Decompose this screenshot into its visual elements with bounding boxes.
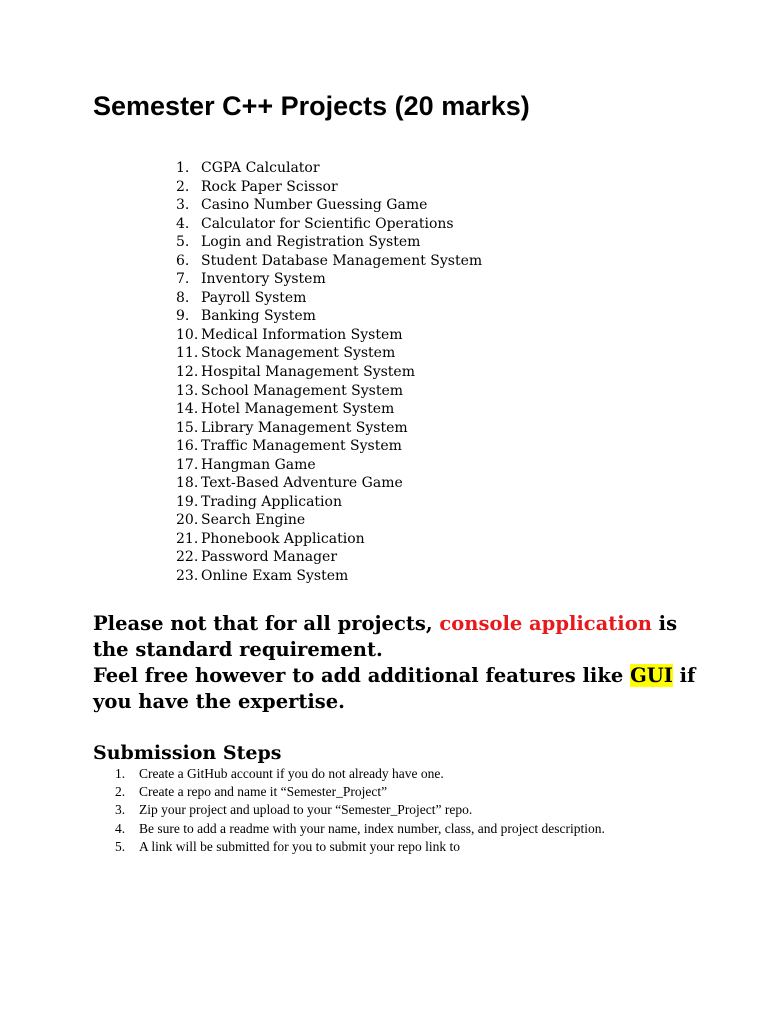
note-line-3 [93, 663, 733, 689]
project-name: Traffic Management System [201, 438, 402, 455]
project-number: 19. [176, 493, 199, 510]
note-line-3-end: if [672, 664, 696, 687]
project-name: Casino Number Guessing Game [201, 197, 428, 214]
step-number: 4. [115, 820, 126, 836]
project-name: Phonebook Application [201, 530, 365, 547]
project-name: Stock Management System [201, 345, 396, 362]
project-list-item [176, 474, 482, 493]
console-application-highlight: console application [439, 612, 652, 635]
project-name: Password Manager [201, 549, 338, 566]
project-name: Search Engine [201, 512, 306, 529]
project-list-item [176, 252, 482, 271]
page-title: Semester C++ Projects (20 marks) [93, 91, 530, 121]
step-number: 3. [115, 802, 126, 818]
step-text: Create a GitHub account if you do not already have one. [139, 766, 444, 781]
project-list-item [176, 567, 482, 586]
project-number: 13. [176, 382, 199, 399]
project-list [176, 159, 482, 586]
project-list-item [176, 437, 482, 456]
note-line-2: the standard requirement. [93, 638, 383, 661]
project-list-item [176, 548, 482, 567]
project-list-item [176, 456, 482, 475]
project-number: 9. [176, 308, 190, 325]
project-number: 18. [176, 475, 199, 492]
project-list-item [176, 382, 482, 401]
project-name: Inventory System [201, 271, 326, 288]
note-line-4: you have the expertise. [93, 690, 345, 713]
submission-step [115, 765, 605, 783]
project-number: 3. [176, 197, 190, 214]
project-number: 8. [176, 289, 190, 306]
step-text: Create a repo and name it “Semester_Project” [139, 784, 388, 800]
project-name: Student Database Management System [201, 252, 483, 269]
project-list-item [176, 363, 482, 382]
project-number: 21. [176, 530, 199, 547]
project-list-item [176, 307, 482, 326]
submission-step [115, 820, 605, 838]
project-name: Hospital Management System [201, 364, 415, 381]
note-line-1-end: is [651, 612, 678, 635]
project-name: Payroll System [201, 289, 307, 306]
submission-step [115, 801, 605, 819]
project-number: 12. [176, 364, 199, 381]
project-number: 22. [176, 549, 199, 566]
project-number: 1. [176, 160, 190, 176]
project-number: 14. [176, 401, 199, 418]
project-name: Online Exam System [201, 568, 349, 585]
submission-steps-list [115, 765, 605, 856]
project-name: Medical Information System [201, 326, 403, 343]
project-name: Banking System [201, 308, 316, 325]
project-number: 5. [176, 234, 190, 251]
project-name: Login and Registration System [201, 234, 421, 251]
project-number: 15. [176, 419, 199, 436]
step-text: A link will be submitted for you to submit your repo link to [139, 838, 460, 854]
project-number: 7. [176, 271, 190, 288]
project-list-item [176, 196, 482, 215]
requirements-note [93, 611, 733, 715]
project-number: 20. [176, 512, 199, 529]
project-name: CGPA Calculator [201, 160, 320, 176]
project-name: Library Management System [201, 419, 408, 436]
note-line-1-text: Please not that for all projects, [93, 612, 440, 635]
note-line-3-text: Feel free however to add additional features like [93, 664, 631, 687]
submission-step [115, 783, 605, 801]
project-list-item [176, 419, 482, 438]
project-list-item [176, 233, 482, 252]
project-name: Text-Based Adventure Game [201, 475, 403, 492]
project-name: Calculator for Scientific Operations [201, 215, 454, 232]
project-list-item [176, 159, 482, 178]
step-number: 1. [115, 766, 126, 781]
project-name: Trading Application [201, 493, 342, 510]
project-list-item [176, 493, 482, 512]
submission-steps-heading: Submission Steps [93, 742, 282, 764]
note-line-1 [93, 611, 733, 637]
project-name: Rock Paper Scissor [201, 178, 338, 195]
project-number: 2. [176, 178, 190, 195]
project-list-item [176, 178, 482, 197]
project-name: School Management System [201, 382, 404, 399]
step-number: 5. [115, 838, 126, 854]
project-number: 23. [176, 568, 199, 585]
step-number: 2. [115, 784, 126, 800]
project-number: 4. [176, 215, 190, 232]
project-name: Hangman Game [201, 456, 316, 473]
project-number: 16. [176, 438, 199, 455]
project-name: Hotel Management System [201, 401, 395, 418]
project-list-item [176, 400, 482, 419]
project-list-item [176, 270, 482, 289]
project-number: 17. [176, 456, 199, 473]
project-number: 11. [176, 345, 199, 362]
project-list-item [176, 344, 482, 363]
submission-step [115, 838, 605, 856]
project-number: 6. [176, 252, 190, 269]
project-list-item [176, 289, 482, 308]
gui-highlight: GUI [630, 664, 673, 687]
project-list-item [176, 511, 482, 530]
step-text: Zip your project and upload to your “Semester_Project” repo. [139, 802, 473, 818]
project-list-item [176, 326, 482, 345]
project-number: 10. [176, 326, 199, 343]
project-list-item [176, 215, 482, 234]
project-list-item [176, 530, 482, 549]
step-text: Be sure to add a readme with your name, index number, class, and project description. [139, 820, 605, 836]
